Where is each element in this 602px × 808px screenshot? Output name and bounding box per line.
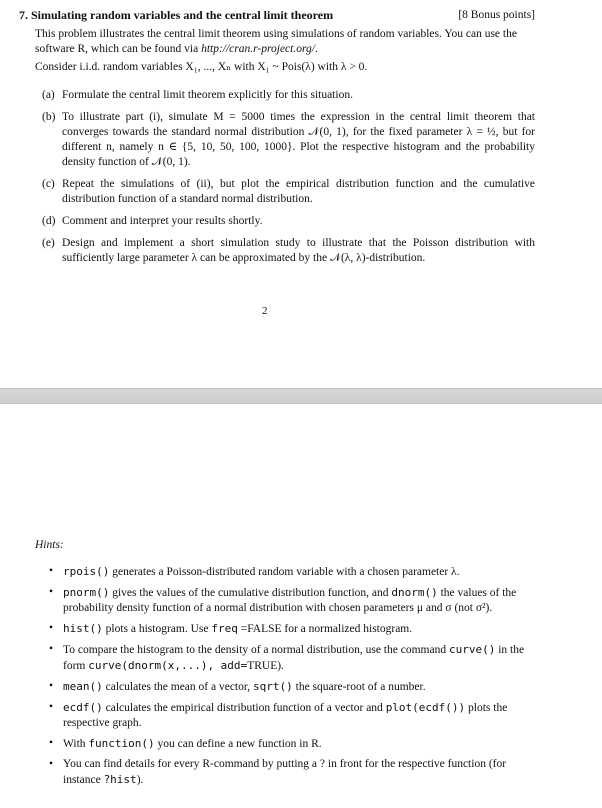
part-label: (d)	[42, 215, 56, 227]
code-mean: mean()	[63, 680, 103, 693]
bullet-icon: •	[49, 758, 54, 770]
part-text: To illustrate part (i), simulate M = 5000 times the expression in the central limit theorem that converges towards the standard normal distribution 𝒩(0, 1), for the fixed parameter λ = ½, but for different n, namely n ∈ {5, 10, 50, 100, 1000}. Plot the respective histogram and the probability density function of 𝒩(0, 1).	[62, 111, 535, 168]
code-sqrt: sqrt()	[253, 680, 293, 693]
bullet-icon: •	[49, 586, 54, 598]
code-function: function()	[88, 737, 155, 750]
part-a	[42, 88, 535, 103]
hints-list	[47, 564, 535, 793]
problem-header	[19, 8, 535, 24]
part-label: (b)	[42, 111, 56, 123]
hint-text: plots a histogram. Use	[102, 623, 212, 635]
code-pnorm: pnorm()	[63, 586, 110, 599]
part-b	[42, 110, 535, 170]
problem-parts	[42, 88, 535, 273]
code-rpois: rpois()	[63, 565, 110, 578]
problem-title-text: Simulating random variables and the central limit theorem	[31, 8, 334, 22]
hint-text: plots the respective graph.	[63, 702, 508, 729]
hint-item	[47, 757, 535, 788]
code-ecdf: ecdf()	[63, 701, 103, 714]
page-separator	[0, 388, 602, 404]
problem-points: [8 Bonus points]	[458, 9, 535, 21]
hint-text: To compare the histogram to the density of a normal distribution, use the command	[63, 644, 449, 656]
hint-text: the values of the probability density function of a normal distribution with chosen parameters μ and σ (not σ²).	[63, 587, 517, 614]
code-dnorm: dnorm()	[391, 586, 438, 599]
code-curve-dnorm: curve(dnorm(x,...), add=	[88, 659, 248, 672]
page-number: 2	[262, 305, 268, 317]
code-plot-ecdf: plot(ecdf())	[385, 701, 466, 714]
bullet-icon: •	[49, 680, 54, 692]
hint-text: You can find details for every R-command by putting a ? in front for the respective function (for instance	[63, 758, 507, 786]
part-text: Formulate the central limit theorem explicitly for this situation.	[62, 89, 353, 101]
bullet-icon: •	[49, 622, 54, 634]
part-c	[42, 177, 535, 207]
problem-number: 7.	[19, 8, 28, 22]
hints-title: Hints:	[35, 539, 64, 551]
r-project-link[interactable]: http://cran.r-project.org/	[201, 43, 315, 55]
part-d	[42, 214, 535, 229]
part-text: Design and implement a short simulation study to illustrate that the Poisson distribution with sufficiently large parameter λ can be approximated by the 𝒩(λ, λ)-distribution.	[62, 237, 535, 264]
hint-item	[47, 621, 535, 637]
hint-item	[47, 679, 535, 695]
consider-statement: Consider i.i.d. random variables X₁, ..., Xₙ with X₁ ~ Pois(λ) with λ > 0.	[35, 61, 368, 73]
code-hist: hist()	[63, 622, 103, 635]
page-2	[0, 404, 602, 808]
hint-text: TRUE).	[247, 660, 284, 672]
intro-end: .	[314, 43, 318, 55]
hint-text: calculates the empirical distribution function of a vector and	[102, 702, 386, 714]
part-e	[42, 236, 535, 266]
part-text: Comment and interpret your results shortly.	[62, 215, 263, 227]
problem-intro	[35, 27, 535, 75]
hint-text: gives the values of the cumulative distribution function, and	[109, 587, 392, 599]
hint-text: generates a Poisson-distributed random variable with a chosen parameter λ.	[109, 566, 460, 578]
code-help-hist: ?hist	[103, 773, 137, 786]
part-label: (e)	[42, 237, 55, 249]
part-label: (a)	[42, 89, 55, 101]
bullet-icon: •	[49, 701, 54, 713]
hint-text: you can define a new function in R.	[154, 738, 322, 750]
hint-text: in the form	[63, 644, 525, 672]
intro-text: This problem illustrates the central limit theorem using simulations of random variables. You can use the software R, which can be found via	[35, 28, 517, 55]
hint-text: With	[63, 738, 89, 750]
part-label: (c)	[42, 178, 55, 190]
hint-text: ).	[136, 774, 144, 786]
intro-paragraph	[35, 27, 535, 57]
code-freq: freq	[211, 622, 238, 635]
code-curve: curve()	[448, 643, 496, 656]
hint-text: =FALSE for a normalized histogram.	[237, 623, 413, 635]
bullet-icon: •	[49, 643, 54, 655]
hint-item	[47, 564, 535, 580]
bullet-icon: •	[49, 565, 54, 577]
hint-text: the square-root of a number.	[292, 681, 426, 693]
hint-item	[47, 585, 535, 616]
hint-item	[47, 642, 535, 674]
hint-text: calculates the mean of a vector,	[102, 681, 253, 693]
hint-item	[47, 736, 535, 752]
problem-title	[19, 8, 333, 23]
bullet-icon: •	[49, 737, 54, 749]
page-1	[0, 0, 602, 388]
hint-item	[47, 700, 535, 731]
part-text: Repeat the simulations of (ii), but plot the empirical distribution function and the cumulative distribution function of a standard normal distribution.	[62, 178, 535, 205]
